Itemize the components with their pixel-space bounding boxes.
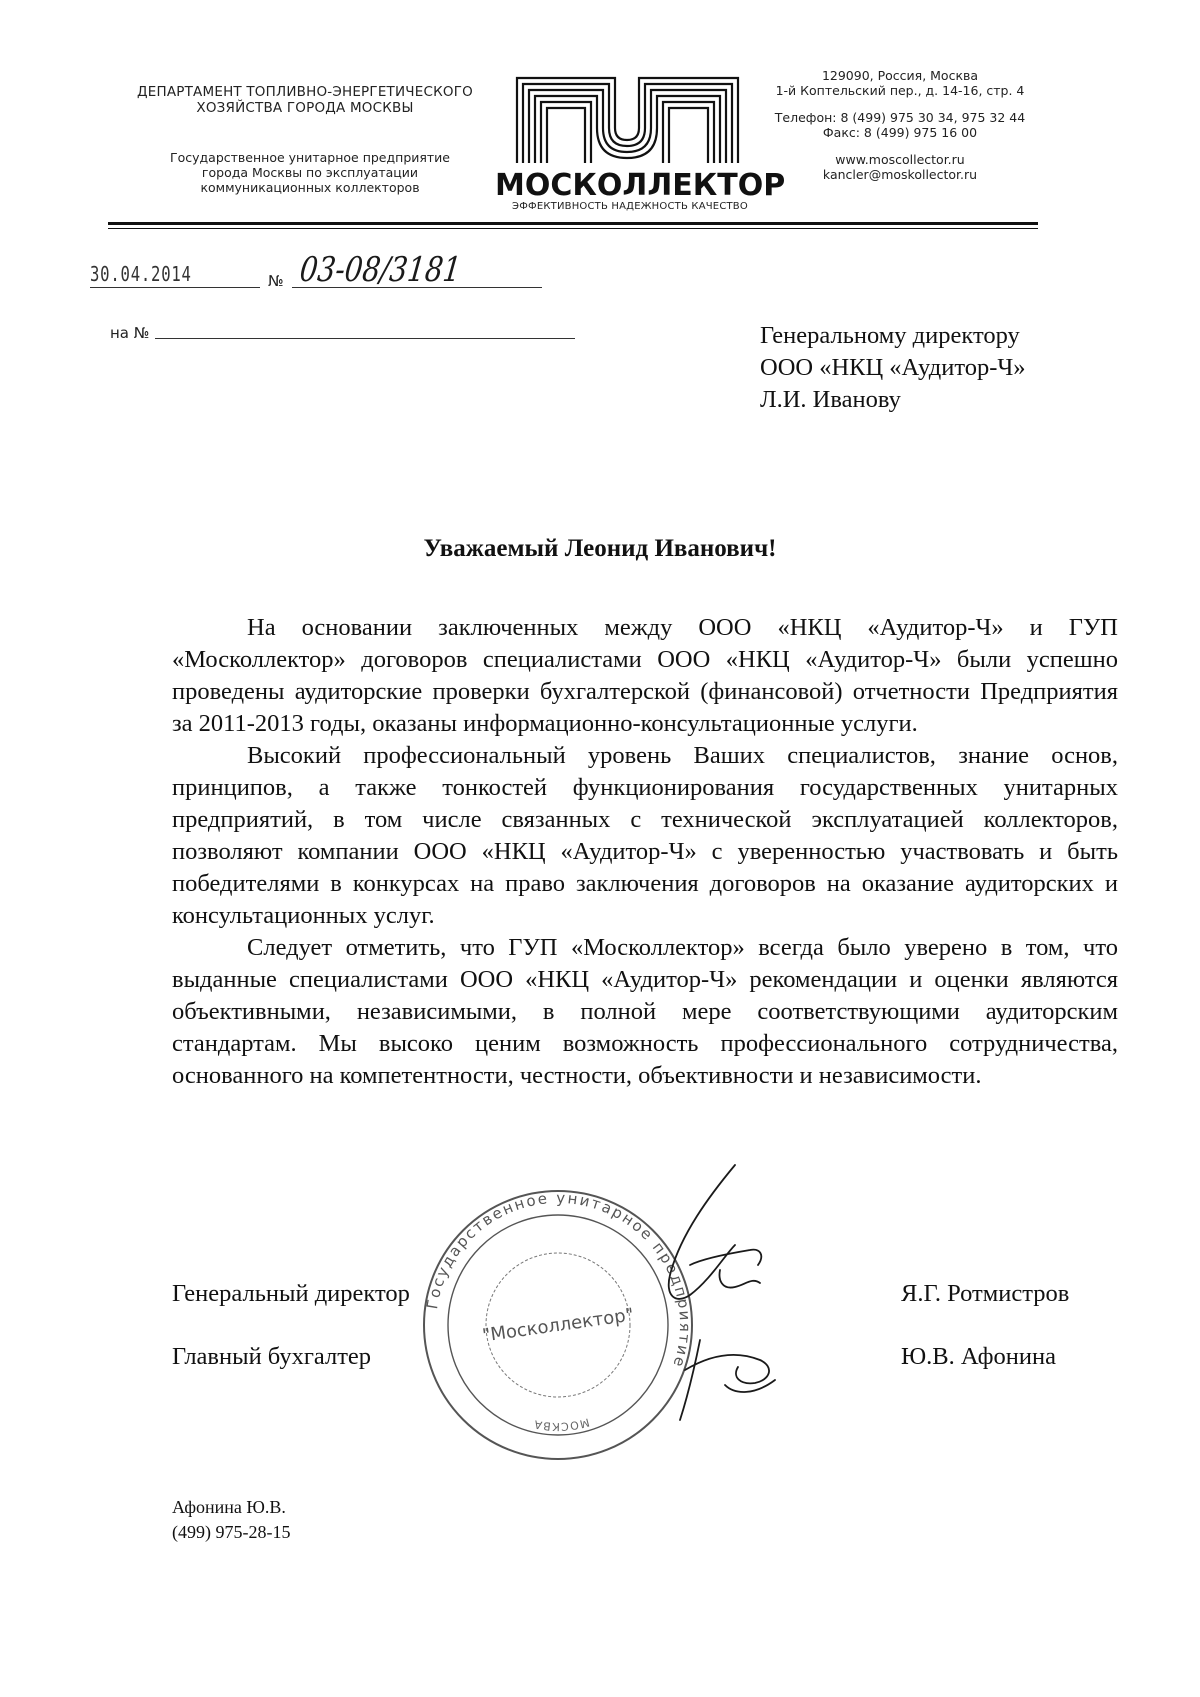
signatory-name: Ю.В. Афонина [901, 1343, 1056, 1370]
executor-name: Афонина Ю.В. [172, 1497, 286, 1517]
email-link[interactable]: kancler@moskollector.ru [822, 167, 978, 182]
body-paragraph: На основании заключенных между ООО «НКЦ «Аудитор-Ч» и ГУП «Москоллектор» договоров специалистами ООО «НКЦ «Аудитор-Ч» были успешно проведены аудиторские проверки бухгалтерской (финансовой) отчетности Предприятия за 2011-2013 годы, оказаны информационно-консультационные услуги. [172, 614, 1118, 737]
signatory-role: Главный бухгалтер [172, 1343, 372, 1370]
number-label: № [268, 272, 284, 290]
addressee-line: ООО «НКЦ «Аудитор-Ч» [760, 354, 1026, 381]
stamp-city-text: МОСКВА [532, 1415, 591, 1434]
organization-line: Государственное унитарное предприятие [170, 150, 450, 165]
logo-wordmark: МОСКОЛЛЕКТОР [495, 168, 786, 203]
department-line: ХОЗЯЙСТВА ГОРОДА МОСКВЫ [196, 100, 414, 116]
website-link[interactable]: www.moscollector.ru [835, 152, 965, 167]
logo-slogan: ЭФФЕКТИВНОСТЬ НАДЕЖНОСТЬ КАЧЕСТВО [512, 201, 748, 212]
salutation: Уважаемый Леонид Иванович! [423, 535, 777, 562]
body-paragraph: Следует отметить, что ГУП «Москоллектор» всегда было уверено в том, что выданные специалистами ООО «НКЦ «Аудитор-Ч» рекомендации и оценки являются объективными, независимыми, в полной мере соответствующими аудиторским стандартам. Мы высоко ценим возможность профессионального сотрудничества, основанного на компетентности, честности, объективности и независимости. [172, 934, 1118, 1089]
phone-line: Телефон: 8 (499) 975 30 34, 975 32 44 [774, 110, 1026, 125]
date-underline [90, 287, 260, 288]
addressee-line: Генеральному директору [760, 322, 1020, 349]
reference-label: на № [110, 324, 150, 342]
organization-name [150, 150, 470, 195]
address-line: 129090, Россия, Москва [821, 68, 979, 83]
signatory-name: Я.Г. Ротмистров [901, 1280, 1070, 1307]
registration-number: 03-08/3181 [297, 250, 464, 290]
fax-line: Факс: 8 (499) 975 16 00 [822, 125, 978, 140]
letter-body [172, 612, 1118, 1092]
header-divider [108, 222, 1038, 225]
department-name [120, 84, 490, 116]
stamp-center-text: "Москоллектор" [480, 1304, 636, 1347]
contact-block [760, 68, 1040, 182]
registration-date: 30.04.2014 [90, 262, 192, 286]
executor-info [172, 1495, 290, 1545]
department-line: ДЕПАРТАМЕНТ ТОПЛИВНО-ЭНЕРГЕТИЧЕСКОГО [137, 84, 473, 100]
stamp-outer-text: Государственное унитарное предприятие [423, 1188, 695, 1371]
organization-line: города Москвы по эксплуатации [201, 165, 419, 180]
addressee-line: Л.И. Иванову [760, 386, 901, 413]
executor-phone: (499) 975-28-15 [172, 1522, 291, 1542]
organization-line: коммуникационных коллекторов [200, 180, 420, 195]
signatory-role: Генеральный директор [172, 1280, 410, 1307]
addressee [760, 320, 1026, 416]
handwritten-signature-icon [640, 1155, 800, 1435]
address-line: 1-й Коптельский пер., д. 14-16, стр. 4 [775, 83, 1025, 98]
header-divider-thin [108, 228, 1038, 229]
reference-underline [155, 338, 575, 339]
number-underline [292, 287, 542, 288]
body-paragraph: Высокий профессиональный уровень Ваших специалистов, знание основ, принципов, а также тонкостей функционирования государственных унитарных предприятий, в том числе связанных с технической эксплуатацией коллекторов, позволяют компании ООО «НКЦ «Аудитор-Ч» с уверенностью участвовать и быть победителями в конкурсах на право заключения договоров на оказание аудиторских и консультационных услуг. [172, 742, 1118, 929]
